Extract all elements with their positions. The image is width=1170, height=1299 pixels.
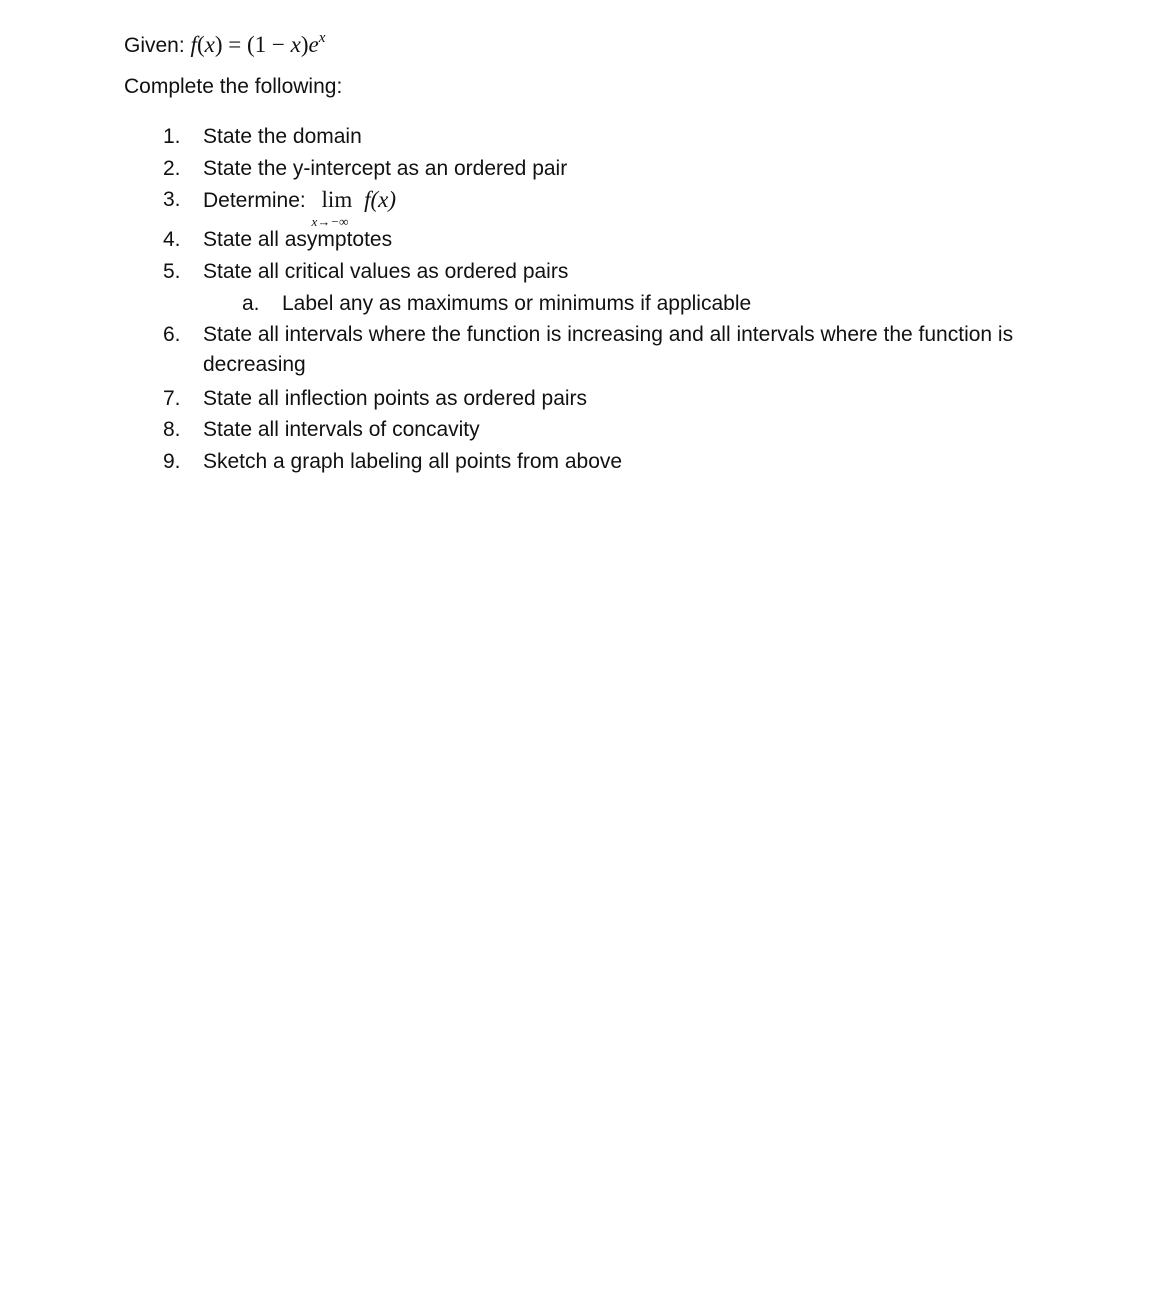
item-number: 3. <box>163 188 181 211</box>
item-number: 8. <box>163 418 181 441</box>
function-formula: $f(x) = (1 - x)e^x$ <box>190 30 326 57</box>
lim-subscript: x→−∞ <box>311 214 349 229</box>
instructions-heading: Complete the following: <box>124 75 343 98</box>
lim-word: lim <box>321 187 353 212</box>
limit-function: f(x) <box>364 187 396 212</box>
item-number: 6. <box>163 323 181 346</box>
item-text: State the domain <box>203 125 362 148</box>
item-number: 7. <box>163 387 181 410</box>
item-text: State all critical values as ordered pairs <box>203 260 569 283</box>
given-function <box>124 22 325 62</box>
item-text: State all intervals where the function is increasing and all intervals where the function is decreasing <box>203 323 1014 376</box>
item-number: 2. <box>163 157 181 180</box>
limit-expression <box>311 185 353 229</box>
determine-label: Determine: <box>203 189 306 212</box>
item-number: 4. <box>163 228 181 251</box>
item-text-limit <box>203 185 396 229</box>
item-text: State all intervals of concavity <box>203 418 480 441</box>
item-number: 1. <box>163 125 181 148</box>
item-number: 5. <box>163 260 181 283</box>
item-number: 9. <box>163 450 181 473</box>
item-text: State all asymptotes <box>203 228 393 251</box>
sub-item-letter: a. <box>242 292 260 315</box>
item-text: Sketch a graph labeling all points from above <box>203 450 623 473</box>
given-label: Given: <box>124 34 185 57</box>
sub-item-text: Label any as maximums or minimums if applicable <box>282 292 752 315</box>
item-text: State the y-intercept as an ordered pair <box>203 157 568 180</box>
item-text: State all inflection points as ordered pairs <box>203 387 588 410</box>
